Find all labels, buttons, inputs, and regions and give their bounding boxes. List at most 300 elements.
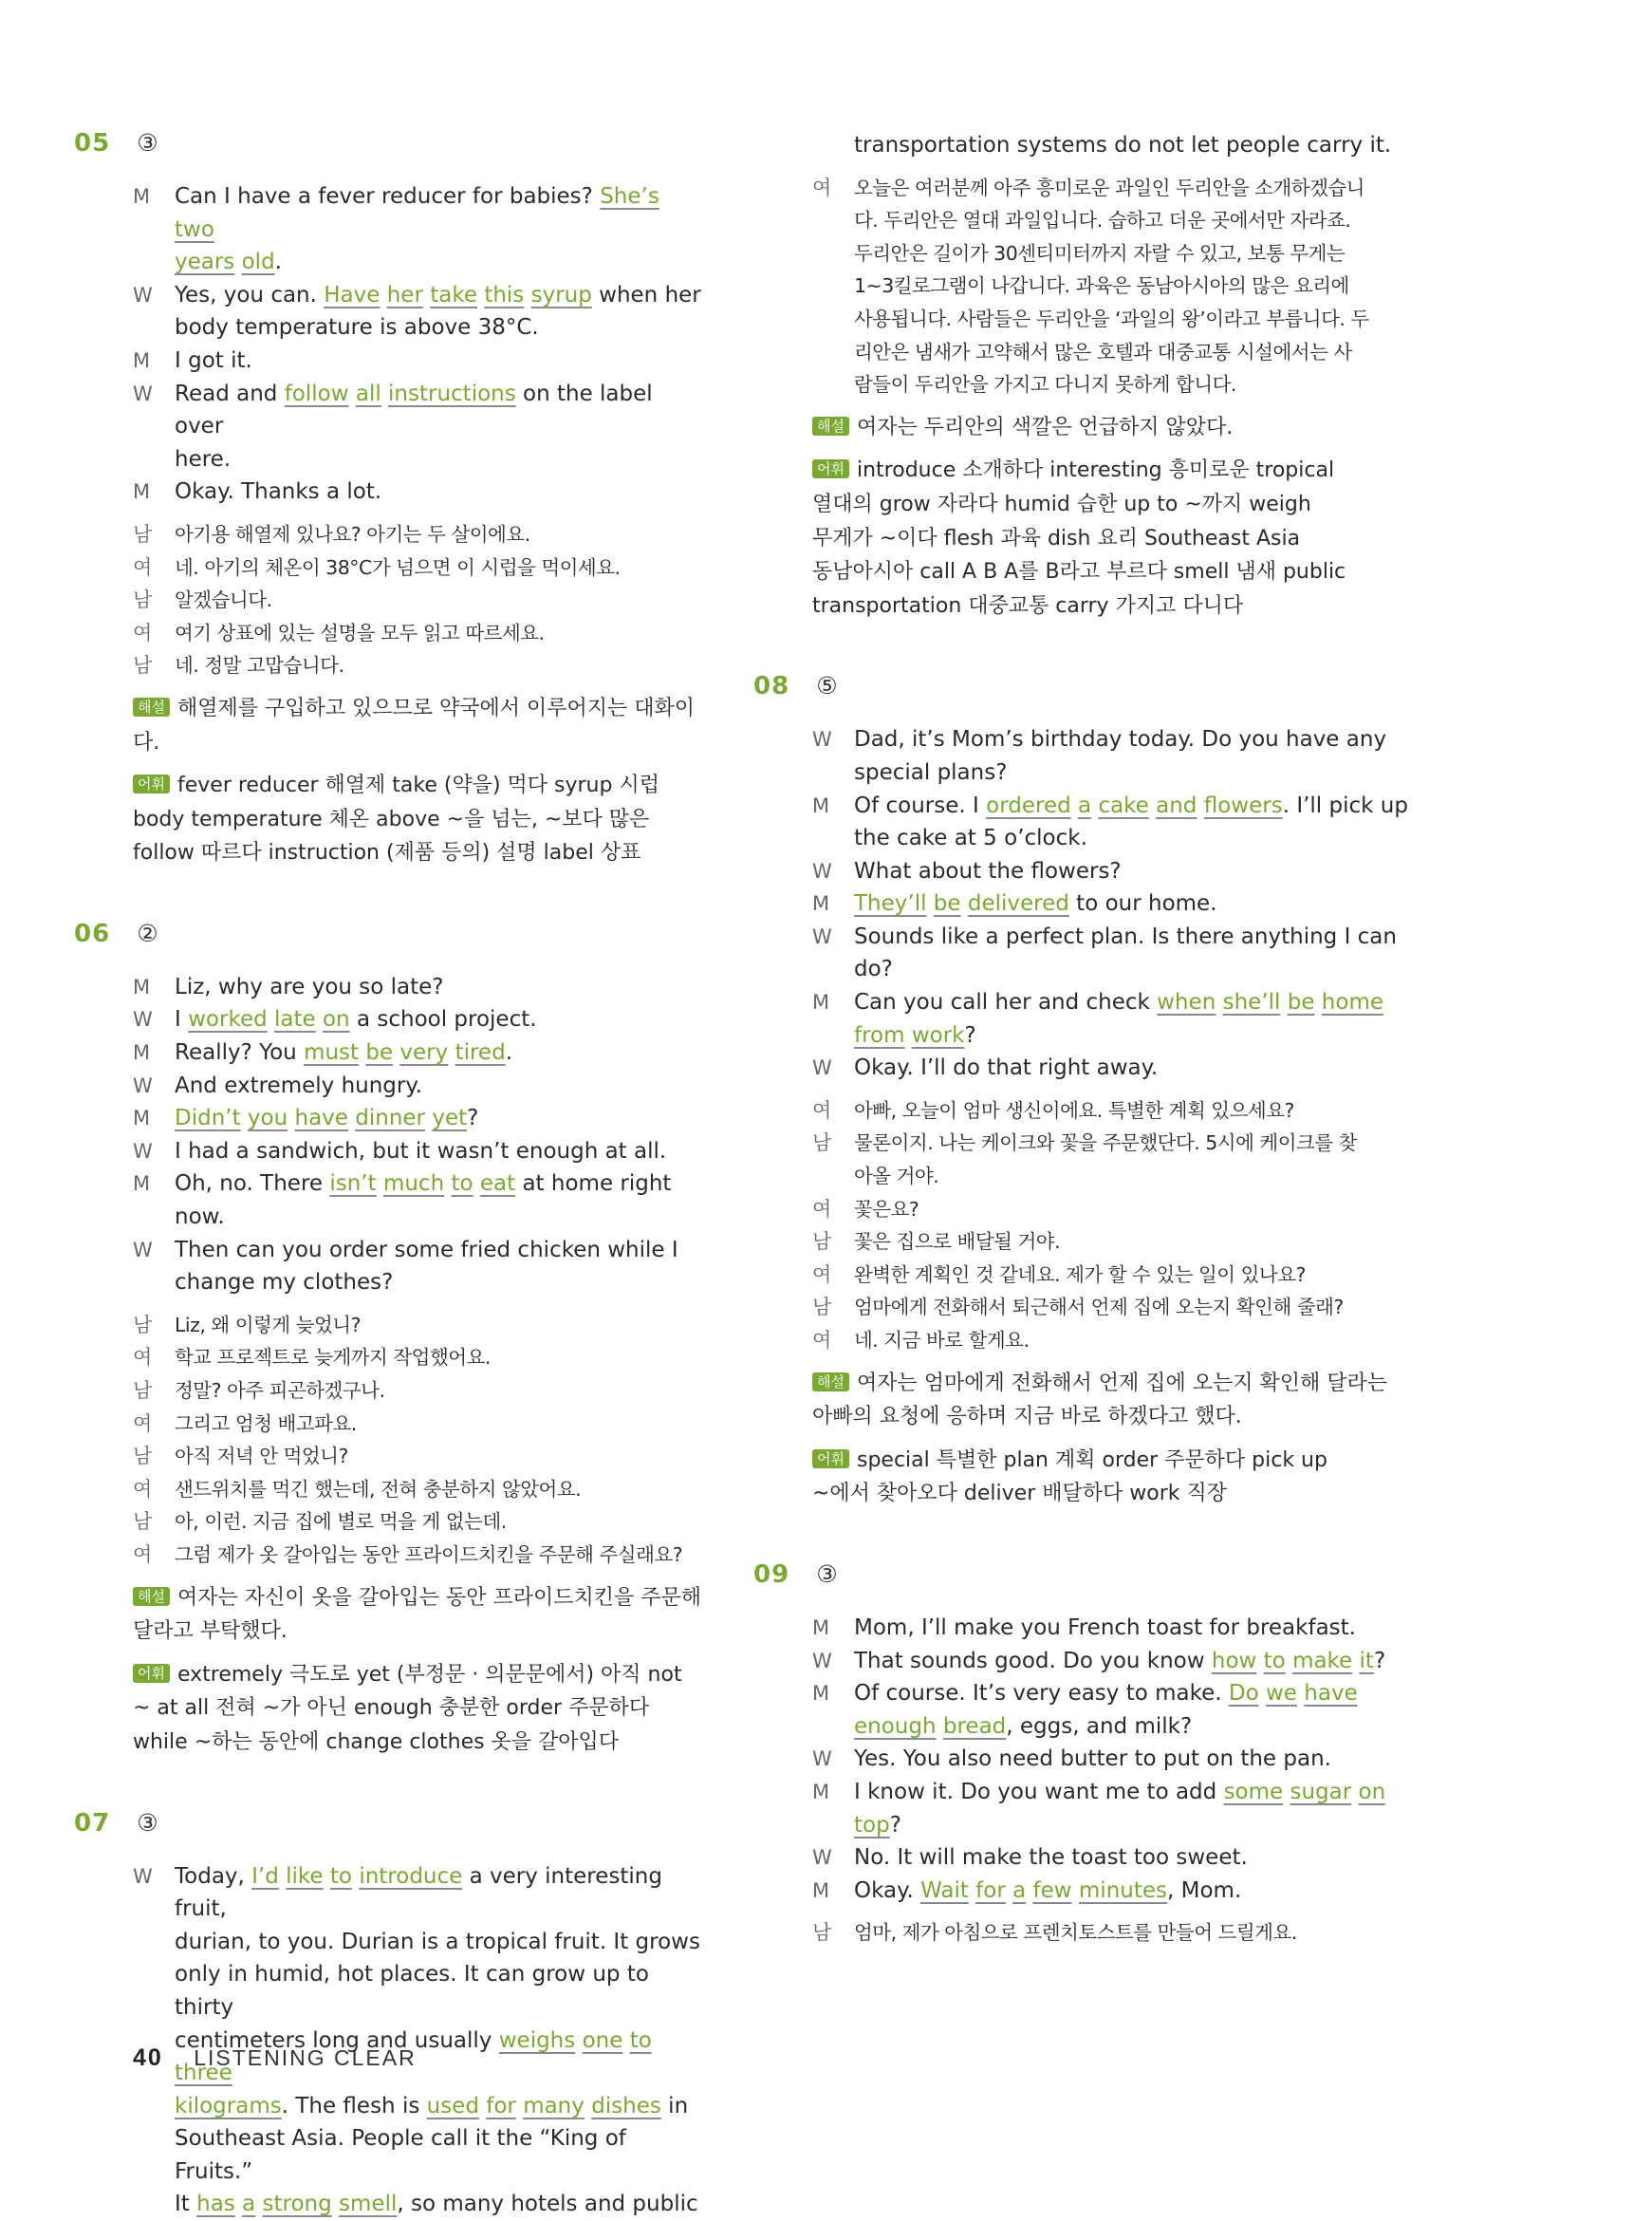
speaker-label: 여: [812, 1262, 831, 1286]
explanation: [133, 692, 702, 759]
speaker-label: M: [812, 793, 830, 817]
vocabulary-line: [812, 555, 1448, 589]
translation-text: 오늘은 여러분께 아주 흥미로운 과일인 두리안을 소개하겠습니: [854, 176, 1364, 199]
speaker-label: 남: [133, 522, 152, 546]
speaker-label: M: [812, 991, 830, 1015]
dialog-text: And extremely hungry.: [175, 1073, 422, 1098]
dialog-line: [133, 378, 702, 443]
vocabulary-text: introduce 소개하다 interesting 흥미로운 tropical: [856, 458, 1335, 483]
vocabulary-text: transportation 대중교통 carry 가지고 다니다: [812, 593, 1244, 618]
translation-text: 네. 정말 고맙습니다.: [175, 654, 344, 678]
translation-text: 꽃은요?: [854, 1197, 919, 1221]
dialog-line: [812, 1776, 1448, 1809]
translation-text: 아직 저녁 안 먹었니?: [175, 1445, 348, 1468]
dialog-text: Yes, you can.: [175, 282, 325, 308]
speaker-label: 남: [812, 1921, 831, 1945]
blank-answer: for: [486, 2093, 516, 2118]
dialog-line: [133, 246, 702, 279]
question-header: [753, 1560, 1448, 1595]
translation-line: [812, 1127, 1448, 1160]
dialog-line: [812, 1645, 1448, 1678]
speaker-label: W: [812, 1649, 832, 1672]
dialog-text: [1071, 793, 1078, 818]
translation-text: 두리안은 길이가 30센티미터까지 자랄 수 있고, 보통 무게는: [854, 241, 1346, 265]
dialog-line: [133, 476, 702, 509]
speaker-label: W: [812, 1846, 832, 1870]
vocabulary-badge: 어휘: [133, 775, 170, 793]
blank-answer: like: [286, 1863, 324, 1889]
dialog-text: change my clothes?: [175, 1270, 394, 1296]
dialog-text: ?: [889, 1812, 901, 1838]
vocabulary: [812, 1444, 1448, 1511]
blank-answer: very: [399, 1040, 449, 1066]
dialog-line: [812, 1710, 1448, 1744]
translation-line: [812, 237, 1448, 271]
speaker-label: 여: [133, 1477, 152, 1501]
dialog-line: [133, 1003, 702, 1036]
speaker-label: W: [812, 728, 832, 752]
dialog-text: at home right now.: [175, 1171, 672, 1230]
speaker-label: W: [133, 1238, 153, 1261]
dialog-line: [812, 822, 1448, 855]
speaker-label: 여: [812, 1197, 831, 1221]
translation-line: [812, 1193, 1448, 1226]
translation-text: 여기 상표에 있는 설명을 모두 읽고 따르세요.: [175, 621, 545, 644]
dialog-line: [133, 345, 702, 378]
explanation-text: 여자는 엄마에게 전화해서 언제 집에 오는지 확인해 달라는: [856, 1371, 1387, 1395]
explanation-text: 해열제를 구입하고 있으므로 약국에서 이루어지는 대화이다.: [133, 696, 695, 755]
dialog-text: special plans?: [854, 759, 1008, 785]
vocabulary-text: while ~하는 동안에 change clothes 옷을 갈아입다: [133, 1729, 620, 1754]
vocabulary-line: [133, 769, 702, 803]
answer-mark: ③: [137, 129, 158, 157]
translation-line: [133, 1374, 702, 1408]
speaker-label: 여: [133, 1346, 152, 1370]
dialog-text: here.: [175, 446, 232, 472]
dialog-line: [812, 723, 1448, 756]
dialog-line: [812, 855, 1448, 888]
vocabulary-badge: 어휘: [812, 1449, 849, 1468]
dialog-text: to our home.: [1068, 891, 1217, 917]
vocabulary-text: special 특별한 plan 계획 order 주문하다 pick up: [856, 1447, 1327, 1472]
translation-line: [812, 1291, 1448, 1324]
translation-text: 샌드위치를 먹긴 했는데, 전혀 충분하지 않았어요.: [175, 1477, 582, 1501]
translation-text: 사용됩니다. 사람들은 두리안을 ‘과일의 왕’이라고 부릅니다. 두: [854, 307, 1369, 330]
vocabulary-text: 열대의 grow 자라다 humid 습한 up to ~까지 weigh: [812, 492, 1311, 516]
speaker-label: 남: [133, 654, 152, 678]
translation-text: 1~3킬로그램이 나갑니다. 과육은 동남아시아의 많은 요리에: [854, 274, 1349, 298]
translation-text: 그럼 제가 옷 갈아입는 동안 프라이드치킨을 주문해 주실래요?: [175, 1542, 683, 1566]
vocabulary-badge: 어휘: [133, 1664, 170, 1683]
speaker-label: 남: [812, 1230, 831, 1254]
blank-answer: She’s: [600, 184, 659, 209]
translation-line: [812, 1259, 1448, 1292]
vocabulary: [133, 1658, 702, 1760]
blank-answer: eat: [479, 1171, 516, 1197]
blank-answer: make: [1292, 1648, 1353, 1673]
blank-answer: instructions: [388, 381, 516, 406]
dialog-line: [812, 1612, 1448, 1645]
translation: [133, 1309, 702, 1572]
dialog-line: [133, 1102, 702, 1135]
vocabulary-line: [133, 803, 702, 837]
dialog-line: [133, 1958, 702, 2024]
translation-line: [133, 1408, 702, 1441]
dialog-text: [288, 1106, 294, 1130]
translation: [812, 1916, 1448, 1950]
dialog-text: [1283, 1780, 1290, 1804]
speaker-label: 남: [133, 1379, 152, 1402]
dialog-line: [812, 986, 1448, 1019]
dialog-text: I got it.: [175, 347, 252, 373]
translation-line: [133, 649, 702, 682]
blank-answer: Didn’t: [175, 1106, 241, 1131]
blank-answer: three: [175, 2061, 232, 2086]
blank-answer: to: [629, 2027, 652, 2053]
translation-text: Liz, 왜 이렇게 늦었니?: [175, 1313, 361, 1336]
dialog-text: in: [660, 2093, 689, 2118]
speaker-label: M: [812, 1878, 830, 1902]
speaker-label: M: [812, 892, 830, 916]
explanation-line: [133, 1581, 702, 1615]
dialog-text: [1286, 1649, 1292, 1673]
dialog-text: I: [175, 1007, 189, 1033]
dialog-text: [937, 1714, 943, 1739]
translation-line: [812, 1225, 1448, 1259]
dialog-line: [133, 1036, 702, 1070]
question-08: [753, 672, 1448, 1511]
blank-answer: you: [247, 1106, 288, 1131]
speaker-label: W: [812, 859, 832, 883]
translation-line: [133, 1309, 702, 1342]
translation-text: 네. 지금 바로 할게요.: [854, 1329, 1030, 1352]
dialog-text: when her: [591, 282, 701, 308]
blank-answer: all: [355, 381, 381, 406]
dialog-text: [1197, 793, 1203, 818]
blank-answer: syrup: [530, 282, 592, 308]
dialog-text: , Mom.: [1167, 1877, 1242, 1903]
blank-answer: years: [175, 250, 235, 275]
dialog-line: [133, 1926, 702, 1959]
dialog-line: [812, 887, 1448, 921]
blank-answer: I’d: [251, 1863, 279, 1889]
blank-answer: we: [1266, 1681, 1297, 1707]
dialog-text: [1351, 1780, 1358, 1804]
dialog-line: [812, 921, 1448, 954]
blank-answer: home: [1321, 990, 1384, 1016]
right-column: [753, 129, 1448, 1950]
blank-answer: top: [854, 1812, 890, 1838]
dialog-text: the cake at 5 o’clock.: [854, 826, 1087, 851]
speaker-label: W: [133, 1008, 153, 1032]
dialog-text: ?: [467, 1106, 479, 1131]
blank-answer: tired: [455, 1040, 506, 1066]
question-09: [753, 1559, 1448, 1950]
answer-mark: ②: [137, 919, 158, 947]
speaker-label: 남: [133, 588, 152, 612]
blank-answer: be: [1287, 990, 1315, 1016]
translation-line: [812, 1094, 1448, 1128]
speaker-label: 여: [133, 1542, 152, 1566]
blank-answer: to: [1263, 1648, 1286, 1673]
blank-answer: yet: [432, 1106, 468, 1131]
dialog-line: [133, 279, 702, 312]
dialog-text: [1314, 990, 1321, 1015]
explanation-text: 달라고 부탁했다.: [133, 1619, 288, 1644]
blank-answer: a: [242, 2192, 256, 2217]
question-header: [74, 1809, 702, 1843]
blank-answer: be: [933, 891, 961, 917]
vocabulary-line: [812, 1444, 1448, 1478]
explanation-line: [812, 1367, 1448, 1401]
blank-answer: They’ll: [854, 891, 927, 917]
dialog-text: [377, 1171, 383, 1196]
blank-answer: Do: [1228, 1681, 1259, 1707]
explanation-line: [133, 1614, 702, 1649]
page-number: 40: [133, 2044, 163, 2071]
blank-answer: much: [382, 1171, 445, 1197]
blank-answer: she’ll: [1222, 990, 1281, 1016]
dialog-text: [349, 382, 356, 406]
speaker-label: 남: [133, 1510, 152, 1534]
dialog-line: [812, 1052, 1448, 1085]
dialog-line: [812, 1677, 1448, 1710]
blank-answer: have: [1304, 1681, 1358, 1707]
dialog-text: only in humid, hot places. It can grow up to thirty: [175, 1962, 649, 2020]
dialog-text: .: [274, 250, 282, 275]
vocabulary-text: 동남아시아 call A B A를 B라고 부르다 smell 냄새 public: [812, 560, 1346, 585]
blank-answer: have: [294, 1106, 348, 1131]
vocabulary-line: [133, 1726, 702, 1760]
blank-answer: flowers: [1203, 793, 1283, 818]
dialog-text: I know it. Do you want me to add: [854, 1779, 1224, 1804]
speaker-label: M: [133, 348, 151, 372]
dialog-text: [316, 1007, 323, 1032]
blank-answer: work: [911, 1022, 965, 1048]
dialog-text: [1280, 990, 1287, 1015]
blank-answer: enough: [854, 1713, 937, 1739]
speaker-label: M: [133, 185, 151, 208]
vocabulary-text: ~에서 찾아오다 deliver 배달하다 work 직장: [812, 1482, 1227, 1506]
dialog-line: [133, 971, 702, 1004]
speaker-label: 남: [133, 1445, 152, 1468]
speaker-label: 여: [812, 1329, 831, 1352]
speaker-label: 여: [812, 1098, 831, 1122]
blank-answer: a: [1012, 1877, 1027, 1903]
speaker-label: 여: [133, 621, 152, 644]
dialog-line: [133, 2090, 702, 2123]
answer-mark: ⑤: [816, 672, 838, 700]
dialog-line: [133, 1167, 702, 1233]
dialog-text: [622, 2028, 629, 2053]
speaker-label: W: [133, 1864, 153, 1888]
question-05: [74, 129, 702, 870]
vocabulary-line: [133, 1658, 702, 1692]
blank-answer: two: [175, 216, 214, 242]
translation-line: [812, 303, 1448, 336]
explanation: [133, 1581, 702, 1649]
translation-text: 정말? 아주 피곤하겠구나.: [175, 1379, 385, 1402]
blank-answer: this: [484, 282, 525, 308]
dialog-line: [812, 1809, 1448, 1842]
dialog-text: , eggs, and milk?: [1006, 1713, 1193, 1739]
dialog-text: [575, 2028, 582, 2053]
translation-text: 알겠습니다.: [175, 588, 272, 612]
left-column: [74, 129, 702, 2221]
dialog-text: Can I have a fever reducer for babies?: [175, 184, 601, 209]
blank-answer: on: [322, 1007, 350, 1033]
vocabulary-text: 무게가 ~이다 flesh 과육 dish 요리 Southeast Asia: [812, 526, 1301, 551]
dialog-line: [133, 443, 702, 476]
dialog-text: [380, 283, 386, 308]
translation-text: 엄마, 제가 아침으로 프렌치토스트를 만들어 드릴게요.: [854, 1921, 1297, 1945]
blank-answer: introduce: [359, 1863, 463, 1889]
dialog-text: That sounds good. Do you know: [854, 1648, 1212, 1673]
vocabulary-badge: 어휘: [812, 459, 849, 478]
translation-text: 꽃은 집으로 배달될 거야.: [854, 1230, 1061, 1254]
vocabulary-text: fever reducer 해열제 take (약을) 먹다 syrup 시럽: [176, 774, 659, 798]
question-06: [74, 919, 702, 1760]
blank-answer: take: [430, 282, 477, 308]
dialog-text: on the label over: [175, 381, 653, 439]
explanation-text: 여자는 두리안의 색깔은 언급하지 않았다.: [856, 415, 1234, 439]
blank-answer: smell: [339, 2192, 398, 2217]
book-title: LISTENING CLEAR: [194, 2045, 417, 2070]
question-header: [74, 129, 702, 163]
blank-answer: her: [386, 282, 423, 308]
speaker-label: 남: [812, 1296, 831, 1319]
vocabulary-text: extremely 극도로 yet (부정문 · 의문문에서) 아직 not: [176, 1662, 682, 1687]
dialog-line: [812, 756, 1448, 790]
explanation-line: [133, 692, 702, 759]
explanation: [812, 1367, 1448, 1434]
dialog-text: Okay.: [854, 1877, 921, 1903]
speaker-label: W: [133, 382, 153, 405]
blank-answer: strong: [262, 2192, 332, 2217]
dialog-line: [133, 2122, 702, 2188]
speaker-label: M: [133, 1172, 151, 1196]
translation-line: [812, 1324, 1448, 1357]
translation-line: [133, 1473, 702, 1506]
dialog-text: Then can you order some fried chicken while I: [175, 1237, 678, 1262]
dialog-text: Read and: [175, 381, 285, 406]
dialog-text: Of course. I: [854, 793, 987, 818]
vocabulary-text: body temperature 체온 above ~을 넘는, ~보다 많은: [133, 807, 650, 831]
translation-line: [812, 1916, 1448, 1950]
translation-line: [133, 518, 702, 551]
translation-text: 다. 두리안은 열대 과일입니다. 습하고 더운 곳에서만 자라죠.: [854, 209, 1351, 233]
blank-answer: Have: [324, 282, 381, 308]
dialog-text: body temperature is above 38°C.: [175, 315, 539, 341]
blank-answer: dishes: [591, 2093, 661, 2118]
vocabulary: [812, 454, 1448, 623]
blank-answer: late: [274, 1007, 316, 1033]
dialog-text: What about the flowers?: [854, 858, 1122, 884]
vocabulary-line: [812, 1477, 1448, 1511]
blank-answer: from: [854, 1022, 905, 1048]
translation-line: [812, 336, 1448, 369]
vocabulary: [133, 769, 702, 870]
explanation-badge: 해설: [133, 1587, 170, 1606]
translation-line: [812, 270, 1448, 303]
dialog-text: , so many hotels and public: [397, 2192, 698, 2217]
translation-line: [812, 1160, 1448, 1193]
blank-answer: one: [582, 2027, 623, 2053]
blank-answer: dinner: [355, 1106, 426, 1131]
dialog-text: centimeters long and usually: [175, 2027, 499, 2053]
dialog-text: [235, 2192, 242, 2216]
dialog-text: [268, 1007, 274, 1032]
question-number: 05: [74, 129, 111, 158]
dialog-line: [812, 129, 1448, 162]
translation-line: [133, 617, 702, 650]
dialog-text: . I’ll pick up: [1282, 793, 1408, 818]
translation-line: [812, 172, 1448, 205]
question-header: [74, 920, 702, 954]
dialog-text: [1026, 1878, 1032, 1903]
translation-text: 엄마에게 전화해서 퇴근해서 언제 집에 오는지 확인해 줄래?: [854, 1296, 1344, 1319]
dialog-text: No. It will make the toast too sweet.: [854, 1845, 1248, 1871]
translation-text: 람들이 두리안을 가지고 다니지 못하게 합니다.: [854, 373, 1236, 397]
blank-answer: follow: [284, 381, 349, 406]
speaker-label: W: [812, 924, 832, 948]
dialog-line: [133, 1266, 702, 1299]
blank-answer: how: [1211, 1648, 1257, 1673]
dialog-text: Okay. I’ll do that right away.: [854, 1055, 1159, 1081]
dialog-text: [961, 891, 968, 916]
dialog-text: [905, 1023, 912, 1048]
blank-answer: for: [975, 1877, 1006, 1903]
answer-mark: ③: [137, 1808, 158, 1837]
translation-text: 물론이지. 나는 케이크와 꽃을 주문했단다. 5시에 케이크를 찾: [854, 1131, 1357, 1155]
translation-text: 아, 이런. 지금 집에 별로 먹을 게 없는데.: [175, 1510, 507, 1534]
blank-answer: minutes: [1078, 1877, 1168, 1903]
speaker-label: W: [133, 283, 153, 307]
question-number: 07: [74, 1808, 111, 1838]
translation-line: [133, 1539, 702, 1572]
dialog-line: [812, 1743, 1448, 1776]
explanation-badge: 해설: [812, 1372, 849, 1391]
dialog-text: Can you call her and check: [854, 990, 1158, 1016]
dialog-text: [1216, 990, 1222, 1015]
dialog-text: Of course. It’s very easy to make.: [854, 1681, 1229, 1707]
translation-text: 아올 거야.: [854, 1165, 939, 1188]
blank-answer: a: [1078, 793, 1092, 818]
speaker-label: W: [812, 1747, 832, 1771]
blank-answer: to: [451, 1171, 473, 1197]
question-number: 08: [753, 672, 790, 701]
dialog-line: [133, 2188, 702, 2221]
blank-answer: be: [365, 1040, 394, 1066]
speaker-label: M: [133, 975, 151, 999]
explanation-line: [812, 411, 1448, 445]
dialog-text: ?: [964, 1022, 976, 1048]
dialog-text: [381, 382, 388, 406]
blank-answer: some: [1223, 1779, 1284, 1804]
speaker-label: 여: [133, 555, 152, 579]
translation-text: 그리고 엄청 배고파요.: [175, 1411, 357, 1435]
dialog-text: Really? You: [175, 1040, 305, 1066]
dialog-text: [1352, 1649, 1359, 1673]
vocabulary-text: follow 따르다 instruction (제품 등의) 설명 label 상표: [133, 841, 641, 866]
vocabulary-line: [812, 589, 1448, 624]
translation-text: 네. 아기의 체온이 38°C가 넘으면 이 시럽을 먹이세요.: [175, 555, 621, 579]
question-number: 09: [753, 1559, 790, 1589]
speaker-label: M: [812, 1780, 830, 1803]
dialog-text: [1259, 1681, 1266, 1706]
translation: [812, 172, 1448, 401]
dialog-text: [255, 2192, 262, 2216]
